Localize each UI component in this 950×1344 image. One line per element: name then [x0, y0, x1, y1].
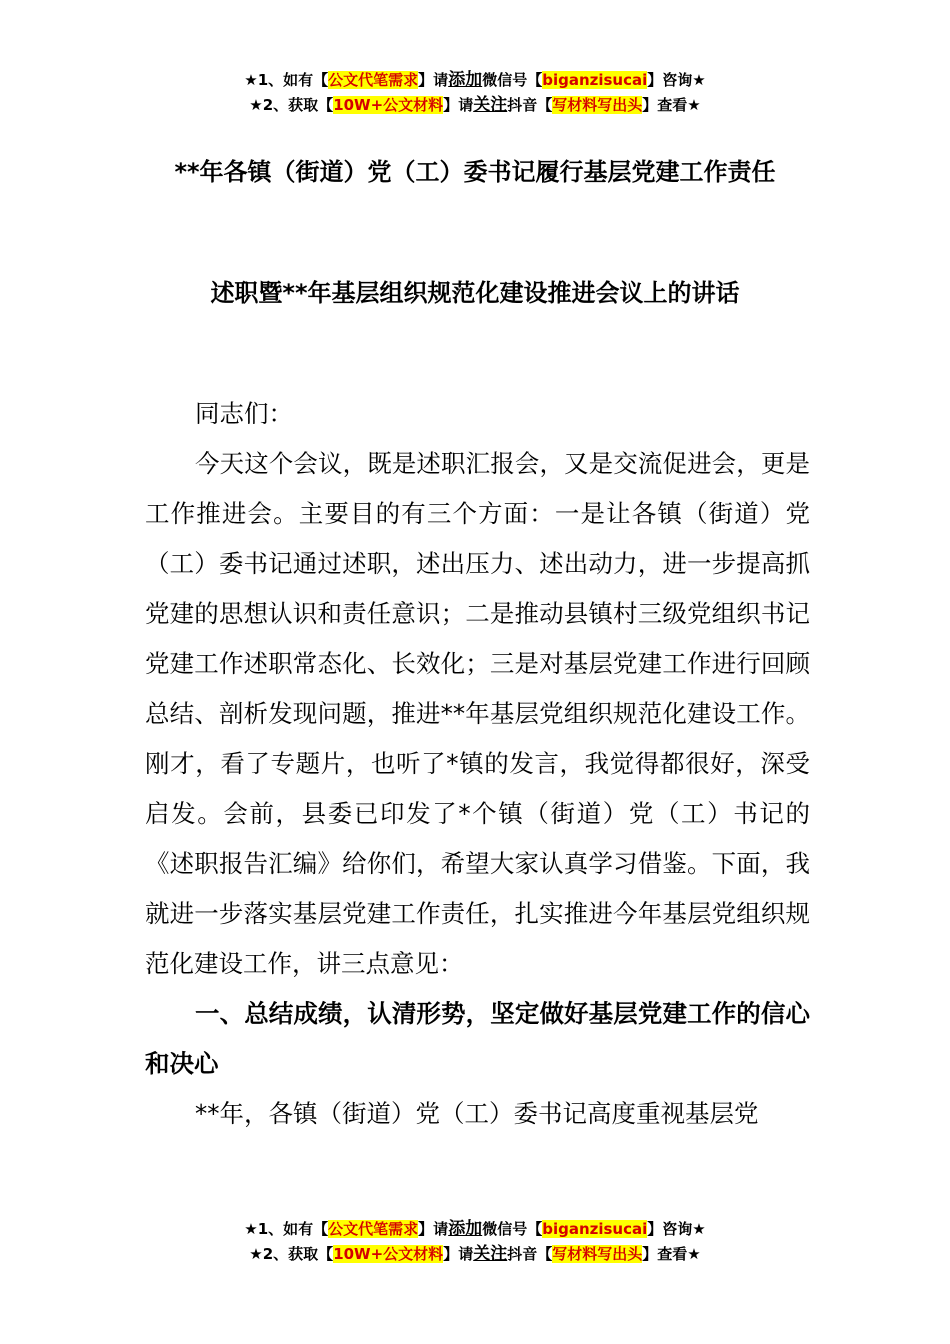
salutation: 同志们：: [195, 399, 293, 428]
ad-highlight: 公文代笔需求: [328, 1220, 419, 1238]
ad-text: ★1、如有【: [244, 1220, 329, 1238]
ad-text: 抖音【: [507, 96, 553, 114]
ad-text: 】咨询★: [647, 71, 706, 89]
ad-douyin-id: 写材料写出头: [552, 96, 643, 114]
ad-emphasis: 添加: [448, 70, 483, 90]
ad-text: 】请: [418, 71, 449, 89]
ad-wechat-id: biganzisucai: [542, 1220, 648, 1238]
section-heading: 一、总结成绩，认清形势，坚定做好基层党建工作的信心和决心: [145, 999, 810, 1078]
ad-emphasis: 添加: [448, 1219, 483, 1239]
document-body: [145, 389, 810, 1139]
document-title-line-2: 述职暨**年基层组织规范化建设推进会议上的讲话: [210, 279, 740, 307]
ad-text: 微信号【: [482, 71, 543, 89]
header-ad-line-1: [0, 70, 950, 90]
footer-ad-line-1: [0, 1219, 950, 1239]
ad-text: 】查看★: [642, 1245, 701, 1263]
ad-text: 抖音【: [507, 1245, 553, 1263]
ad-text: ★2、获取【: [249, 1245, 334, 1263]
ad-text: 】咨询★: [647, 1220, 706, 1238]
ad-text: ★1、如有【: [244, 71, 329, 89]
ad-text: 】查看★: [642, 96, 701, 114]
ad-text: 】请: [418, 1220, 449, 1238]
ad-emphasis: 关注: [473, 95, 508, 115]
ad-text: 】请: [443, 96, 474, 114]
header-ad-line-2: [0, 95, 950, 115]
document-title-line-1: **年各镇（街道）党（工）委书记履行基层党建工作责任: [174, 158, 776, 186]
ad-text: 】请: [443, 1245, 474, 1263]
ad-emphasis: 关注: [473, 1244, 508, 1264]
ad-highlight: 10W+公文材料: [333, 96, 444, 114]
ad-highlight: 10W+公文材料: [333, 1245, 444, 1263]
ad-wechat-id: biganzisucai: [542, 71, 648, 89]
paragraph: **年，各镇（街道）党（工）委书记高度重视基层党: [195, 1099, 759, 1128]
paragraph: 今天这个会议，既是述职汇报会，又是交流促进会，更是工作推进会。主要目的有三个方面：一是让各镇（街道）党（工）委书记通过述职，述出压力、述出动力，进一步提高抓党建的思想认识和责任意识；二是推动县镇村三级党组织书记党建工作述职常态化、长效化；三是对基层党建工作进行回顾总结、剖析发现问题，推进**年基层党组织规范化建设工作。刚才，看了专题片，也听了*镇的发言，我觉得都很好，深受启发。会前，县委已印发了*个镇（街道）党（工）书记的《述职报告汇编》给你们，希望大家认真学习借鉴。下面，我就进一步落实基层党建工作责任，扎实推进今年基层党组织规范化建设工作，讲三点意见：: [145, 449, 810, 978]
ad-douyin-id: 写材料写出头: [552, 1245, 643, 1263]
ad-text: ★2、获取【: [249, 96, 334, 114]
footer-ad-line-2: [0, 1244, 950, 1264]
ad-text: 微信号【: [482, 1220, 543, 1238]
ad-highlight: 公文代笔需求: [328, 71, 419, 89]
